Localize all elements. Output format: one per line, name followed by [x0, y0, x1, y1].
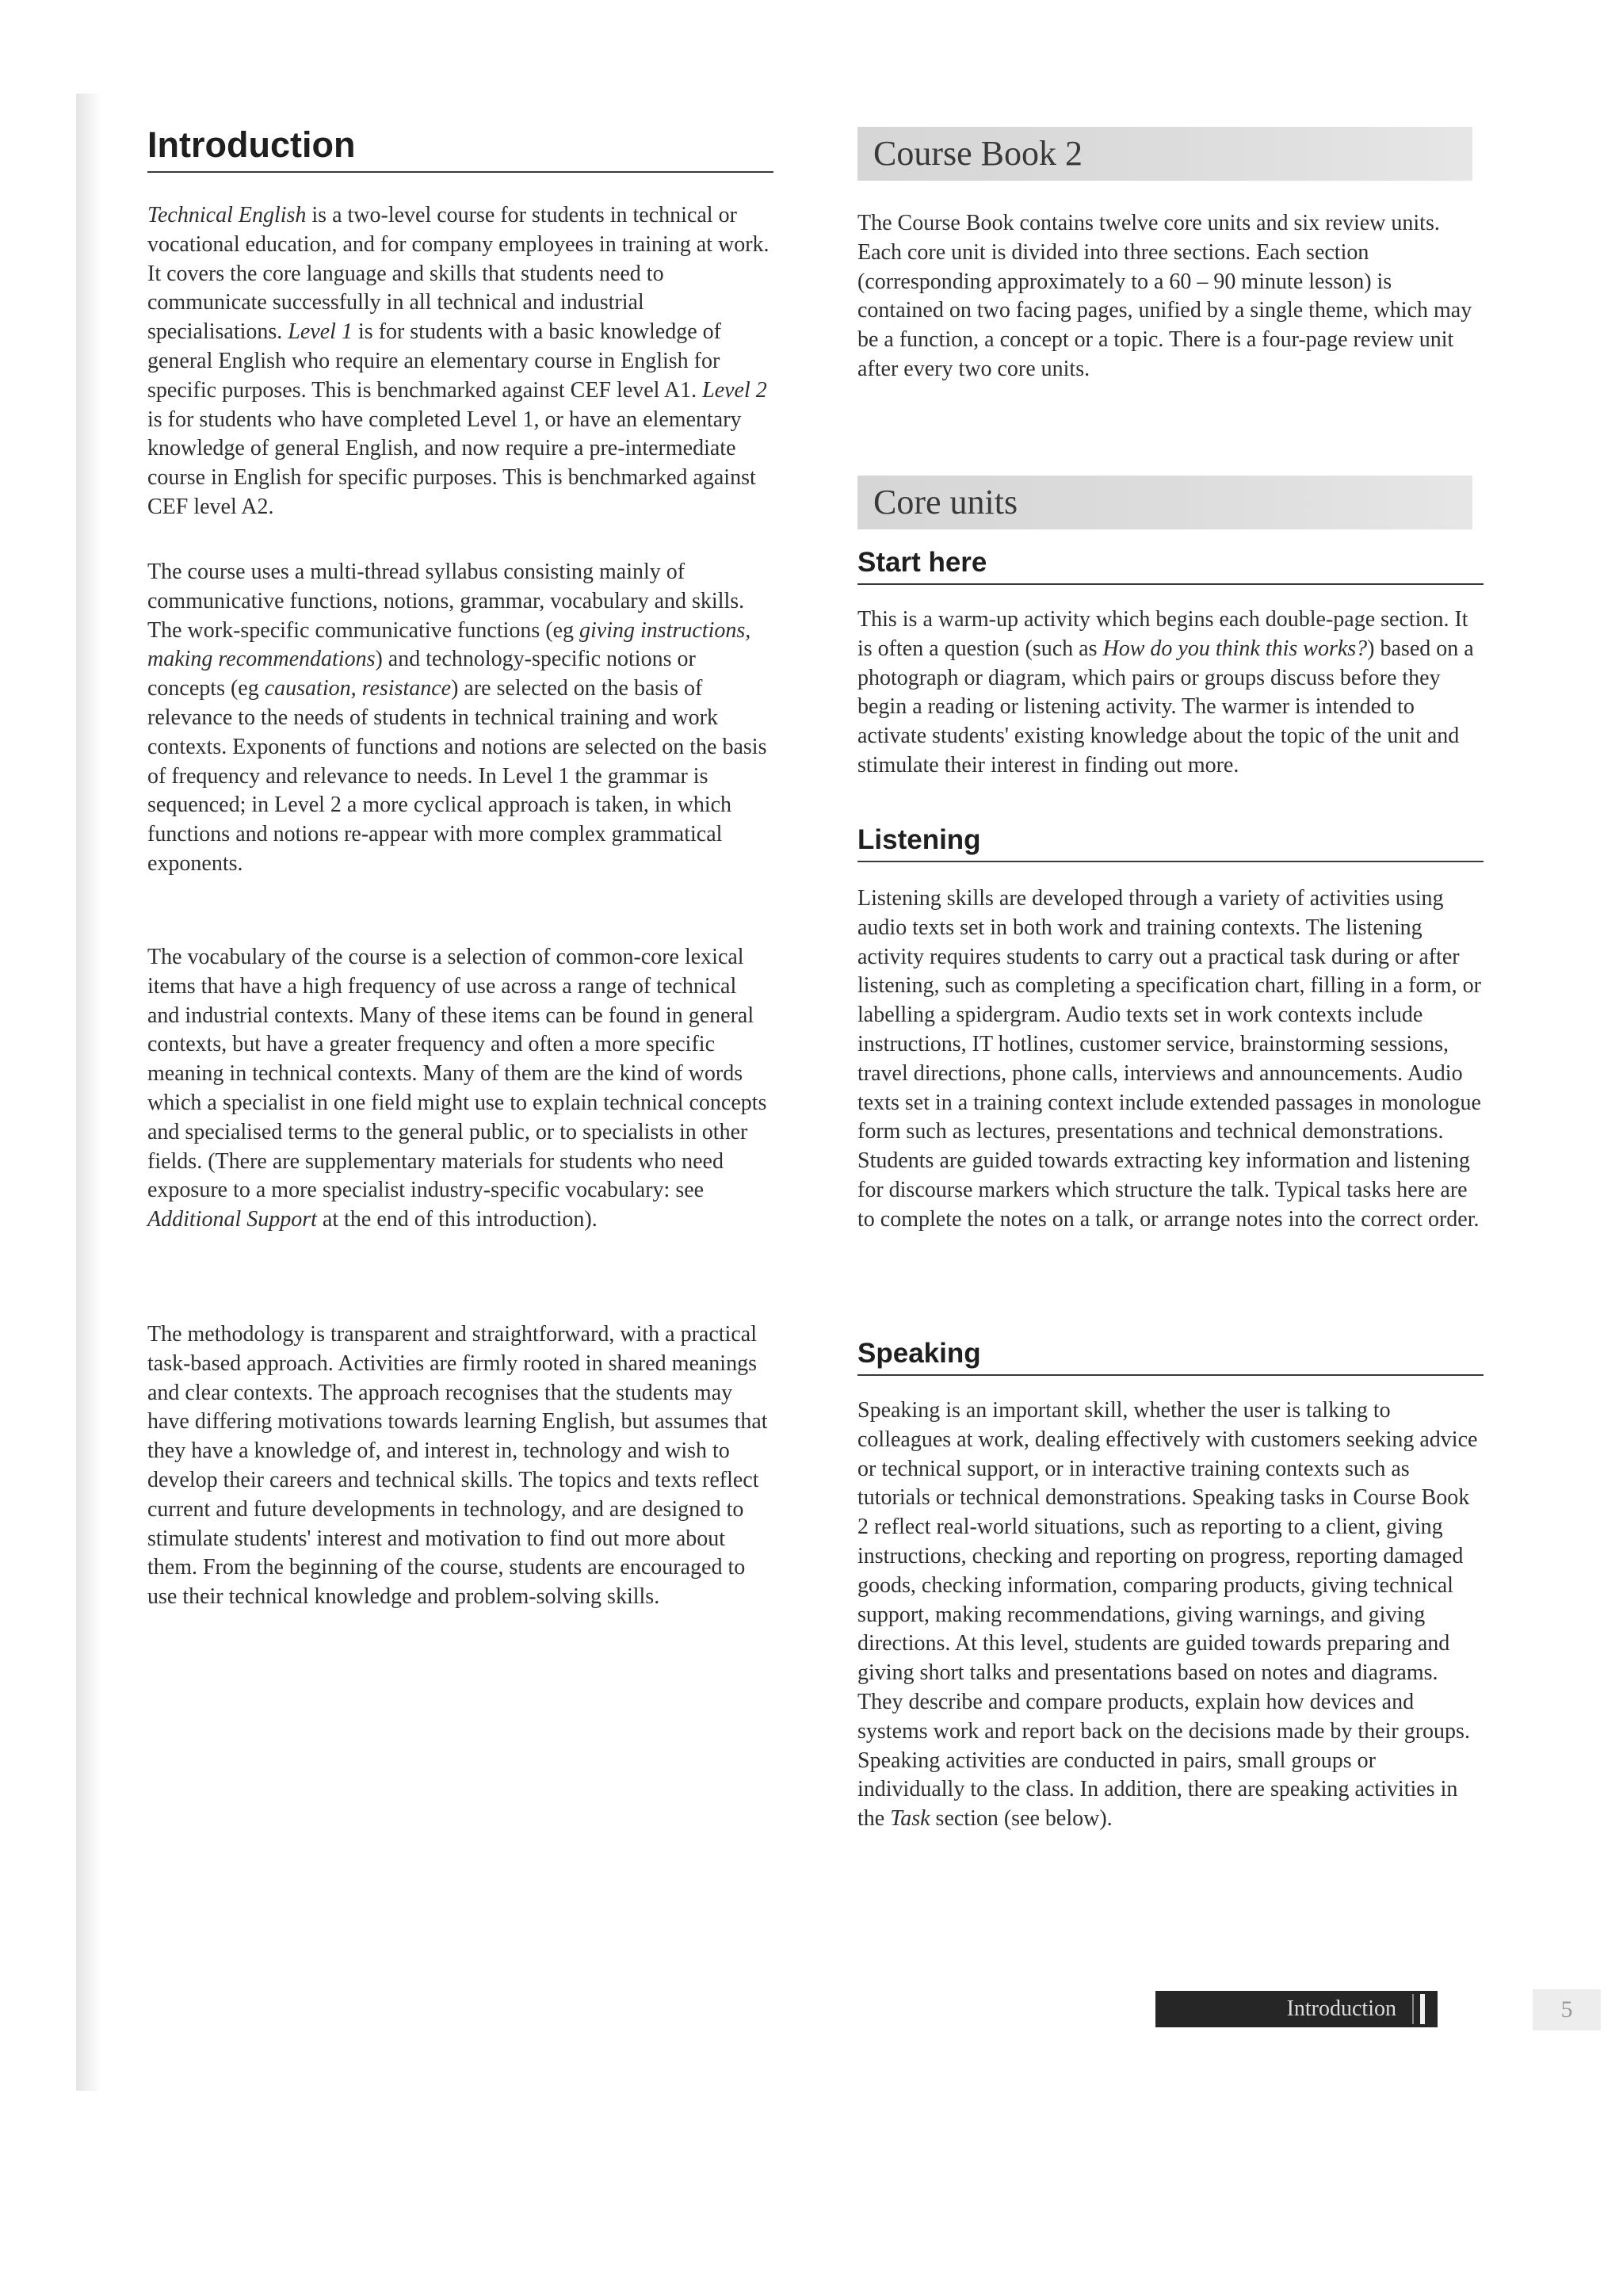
intro-paragraph-4: The methodology is transparent and straightforward, with a practical task-based approach. Activities are firmly rooted in shared meanings and clear contexts. The approach recognises that the students may have differing motivations towards learning English, but assumes that they have a knowledge of, and interest in, technology and wish to develop their careers and technical skills. The topics and texts reflect current and future developments in technology, and are designed to stimulate students' interest and motivation to find out more about them. From the beginning of the course, students are encouraged to use their technical knowledge and problem-solving skills. — [147, 1322, 768, 1610]
intro-paragraph-2: The course uses a multi-thread syllabus consisting mainly of communicative functions, notions, grammar, vocabulary and skills. The work-specific communicative functions (eg giving instructions, making recommendations) and technology-specific notions or concepts (eg causation, resistance) are selected on the basis of relevance to the needs of students in technical training and work contexts. Exponents of functions and notions are selected on the basis of frequency and relevance to needs. In Level 1 the grammar is sequenced; in Level 2 a more cyclical approach is taken, in which functions and notions re-appear with more complex grammatical exponents. — [147, 560, 767, 876]
course-book-paragraph: The Course Book contains twelve core units and six review units. Each core unit is divided into three sections. Each section (corresponding approximately to a 60 – 90 minute lesson) is contained on two facing pages, unified by a single theme, which may be a function, a concept or a topic. There is a four-page review unit after every two core units. — [857, 211, 1472, 381]
footer-marker — [1420, 1994, 1425, 2024]
heading-listening: Listening — [857, 824, 1484, 862]
section-band-core-units: Core units — [857, 476, 1472, 529]
heading-speaking: Speaking — [857, 1338, 1484, 1376]
footer-section-label: Introduction — [1286, 1996, 1396, 2021]
scan-shadow — [76, 94, 101, 2091]
section-band-course-book-2: Course Book 2 — [857, 127, 1472, 181]
heading-start-here: Start here — [857, 547, 1484, 585]
course-name: Technical English — [147, 203, 307, 227]
intro-paragraph-3: The vocabulary of the course is a selection of common-core lexical items that have a high frequency of use across a range of technical and industrial contexts. Many of these items can be found in general contexts, but have a greater frequency and often a more specific meaning in technical contexts. Many of them are the kind of words which a specialist in one field might use to explain technical concepts and specialised terms to the general public, or to specialists in other fields. (There are supplementary materials for students who need exposure to a more specialist industry-specific vocabulary: see Additional Support at the end of this introduction). — [147, 945, 767, 1232]
listening-paragraph: Listening skills are developed through a variety of activities using audio texts set in both work and training contexts. The listening activity requires students to carry out a practical task during or after listening, such as completing a specification chart, filling in a form, or labelling a spidergram. Audio texts set in work contexts include instructions, IT hotlines, customer service, brainstorming sessions, travel directions, phone calls, interviews and announcements. Audio texts set in a training context include extended passages in monologue form such as lectures, presentations and technical demonstrations. Students are guided towards extracting key information and listening for discourse markers which structure the talk. Typical tasks here are to complete the notes on a talk, or arrange notes into the correct order. — [857, 886, 1481, 1232]
start-here-paragraph: This is a warm-up activity which begins each double-page section. It is often a question (such as How do you think this works?) based on a photograph or diagram, which pairs or groups discuss before they begin a reading or listening activity. The warmer is intended to activate students' existing knowledge about the topic of the unit and stimulate their interest in finding out more. — [857, 607, 1474, 777]
intro-paragraph-1: Technical English is a two-level course for students in technical or vocational education, and for company employees in training at work. It covers the core language and skills that students need to communicate successfully in all technical and industrial specialisations. Level 1 is for students with a basic knowledge of general English who require an elementary course in English for specific purposes. This is benchmarked against CEF level A1. Level 2 is for students who have completed Level 1, or have an elementary knowledge of general English, and now require a pre-intermediate course in English for specific purposes. This is benchmarked against CEF level A2. — [147, 203, 769, 519]
footer-section-tab — [1155, 1991, 1438, 2027]
page-number: 5 — [1533, 1989, 1601, 2030]
footer-divider — [1412, 1994, 1414, 2024]
speaking-paragraph: Speaking is an important skill, whether the user is talking to colleagues at work, dealing effectively with customers seeking advice or technical support, or in interactive training contexts such as tutorials or technical demonstrations. Speaking tasks in Course Book 2 reflect real-world situations, such as reporting to a client, giving instructions, checking and reporting on progress, reporting damaged goods, checking information, comparing products, giving technical support, making recommendations, giving warnings, and giving directions. At this level, students are guided towards preparing and giving short talks and presentations based on notes and diagrams. They describe and compare products, explain how devices and systems work and report back on the decisions made by their groups. Speaking activities are conducted in pairs, small groups or individually to the class. In addition, there are speaking activities in the Task section (see below). — [857, 1398, 1478, 1832]
page-title: Introduction — [147, 125, 773, 173]
